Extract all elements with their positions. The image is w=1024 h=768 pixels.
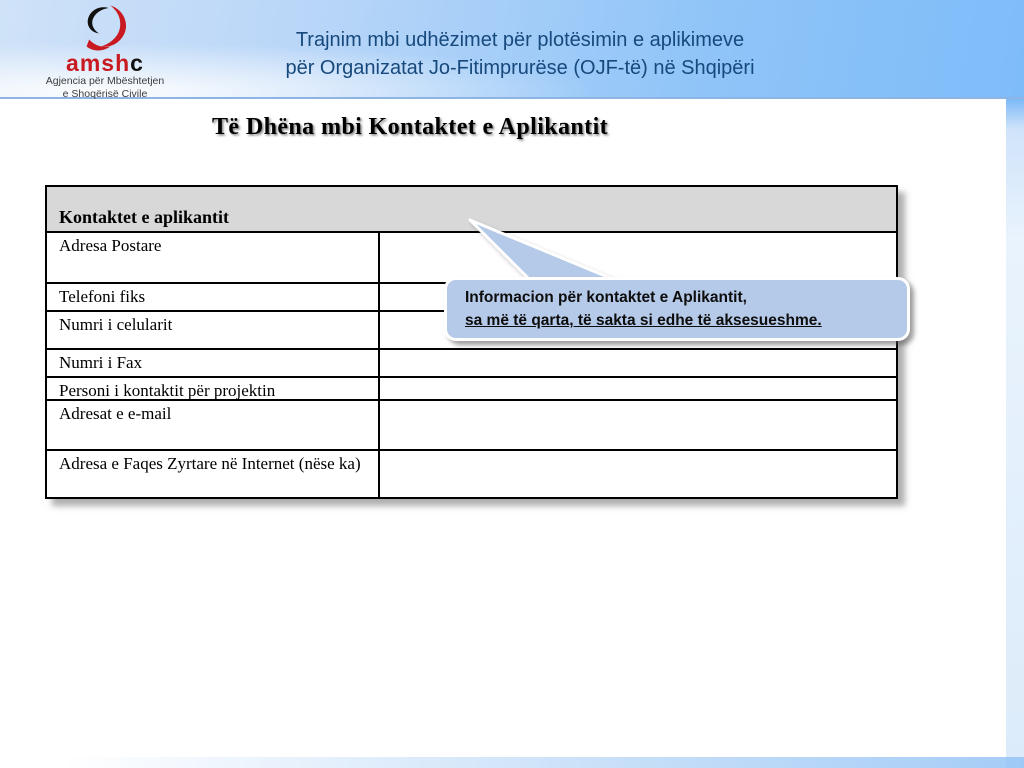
- amshc-logo: [40, 4, 170, 101]
- logo-acronym-red: amsh: [66, 50, 131, 76]
- row-label: Personi i kontaktit për projektin: [47, 378, 380, 399]
- presentation-title: [180, 26, 860, 82]
- row-label: Numri i celularit: [47, 312, 380, 348]
- row-value: [380, 350, 896, 376]
- table-header-row: Kontaktet e aplikantit: [47, 187, 896, 233]
- logo-acronym-black: c: [130, 50, 144, 76]
- logo-subtitle-line2: e Shoqërisë Civile: [62, 88, 148, 101]
- right-edge-decoration: [1006, 99, 1024, 768]
- logo-acronym: [40, 52, 170, 75]
- bottom-edge-decoration: [62, 757, 1024, 768]
- row-label: Numri i Fax: [47, 350, 380, 376]
- callout-text-line1: Informacion për kontaktet e Aplikantit,: [465, 289, 747, 306]
- row-value: [380, 378, 896, 399]
- callout-tail: [455, 216, 625, 284]
- row-value: [380, 401, 896, 449]
- table-row: [47, 350, 896, 378]
- logo-subtitle-line1: Agjencia për Mbështetjen: [45, 75, 165, 87]
- row-label: Adresa Postare: [47, 233, 380, 282]
- callout-text-line2: sa më të qarta, të sakta si edhe të aksesueshme.: [465, 312, 822, 330]
- row-label: Adresa e Faqes Zyrtare në Internet (nëse ka): [47, 451, 380, 497]
- row-label: Telefoni fiks: [47, 284, 380, 310]
- row-label: Adresat e e-mail: [47, 401, 380, 449]
- slide-title: Të Dhëna mbi Kontaktet e Aplikantit: [212, 114, 609, 140]
- table-row: [47, 401, 896, 451]
- presentation-title-line1: Trajnim mbi udhëzimet për plotësimin e aplikimeve: [295, 29, 745, 51]
- table-row: [47, 451, 896, 497]
- row-value: [380, 451, 896, 497]
- presentation-title-line2: për Organizatat Jo-Fitimprurëse (OJF-të) në Shqipëri: [285, 57, 755, 79]
- amshc-swoosh-icon: [77, 4, 133, 54]
- table-row: [47, 378, 896, 401]
- callout-bubble: [444, 277, 910, 341]
- header-band: [0, 0, 1024, 99]
